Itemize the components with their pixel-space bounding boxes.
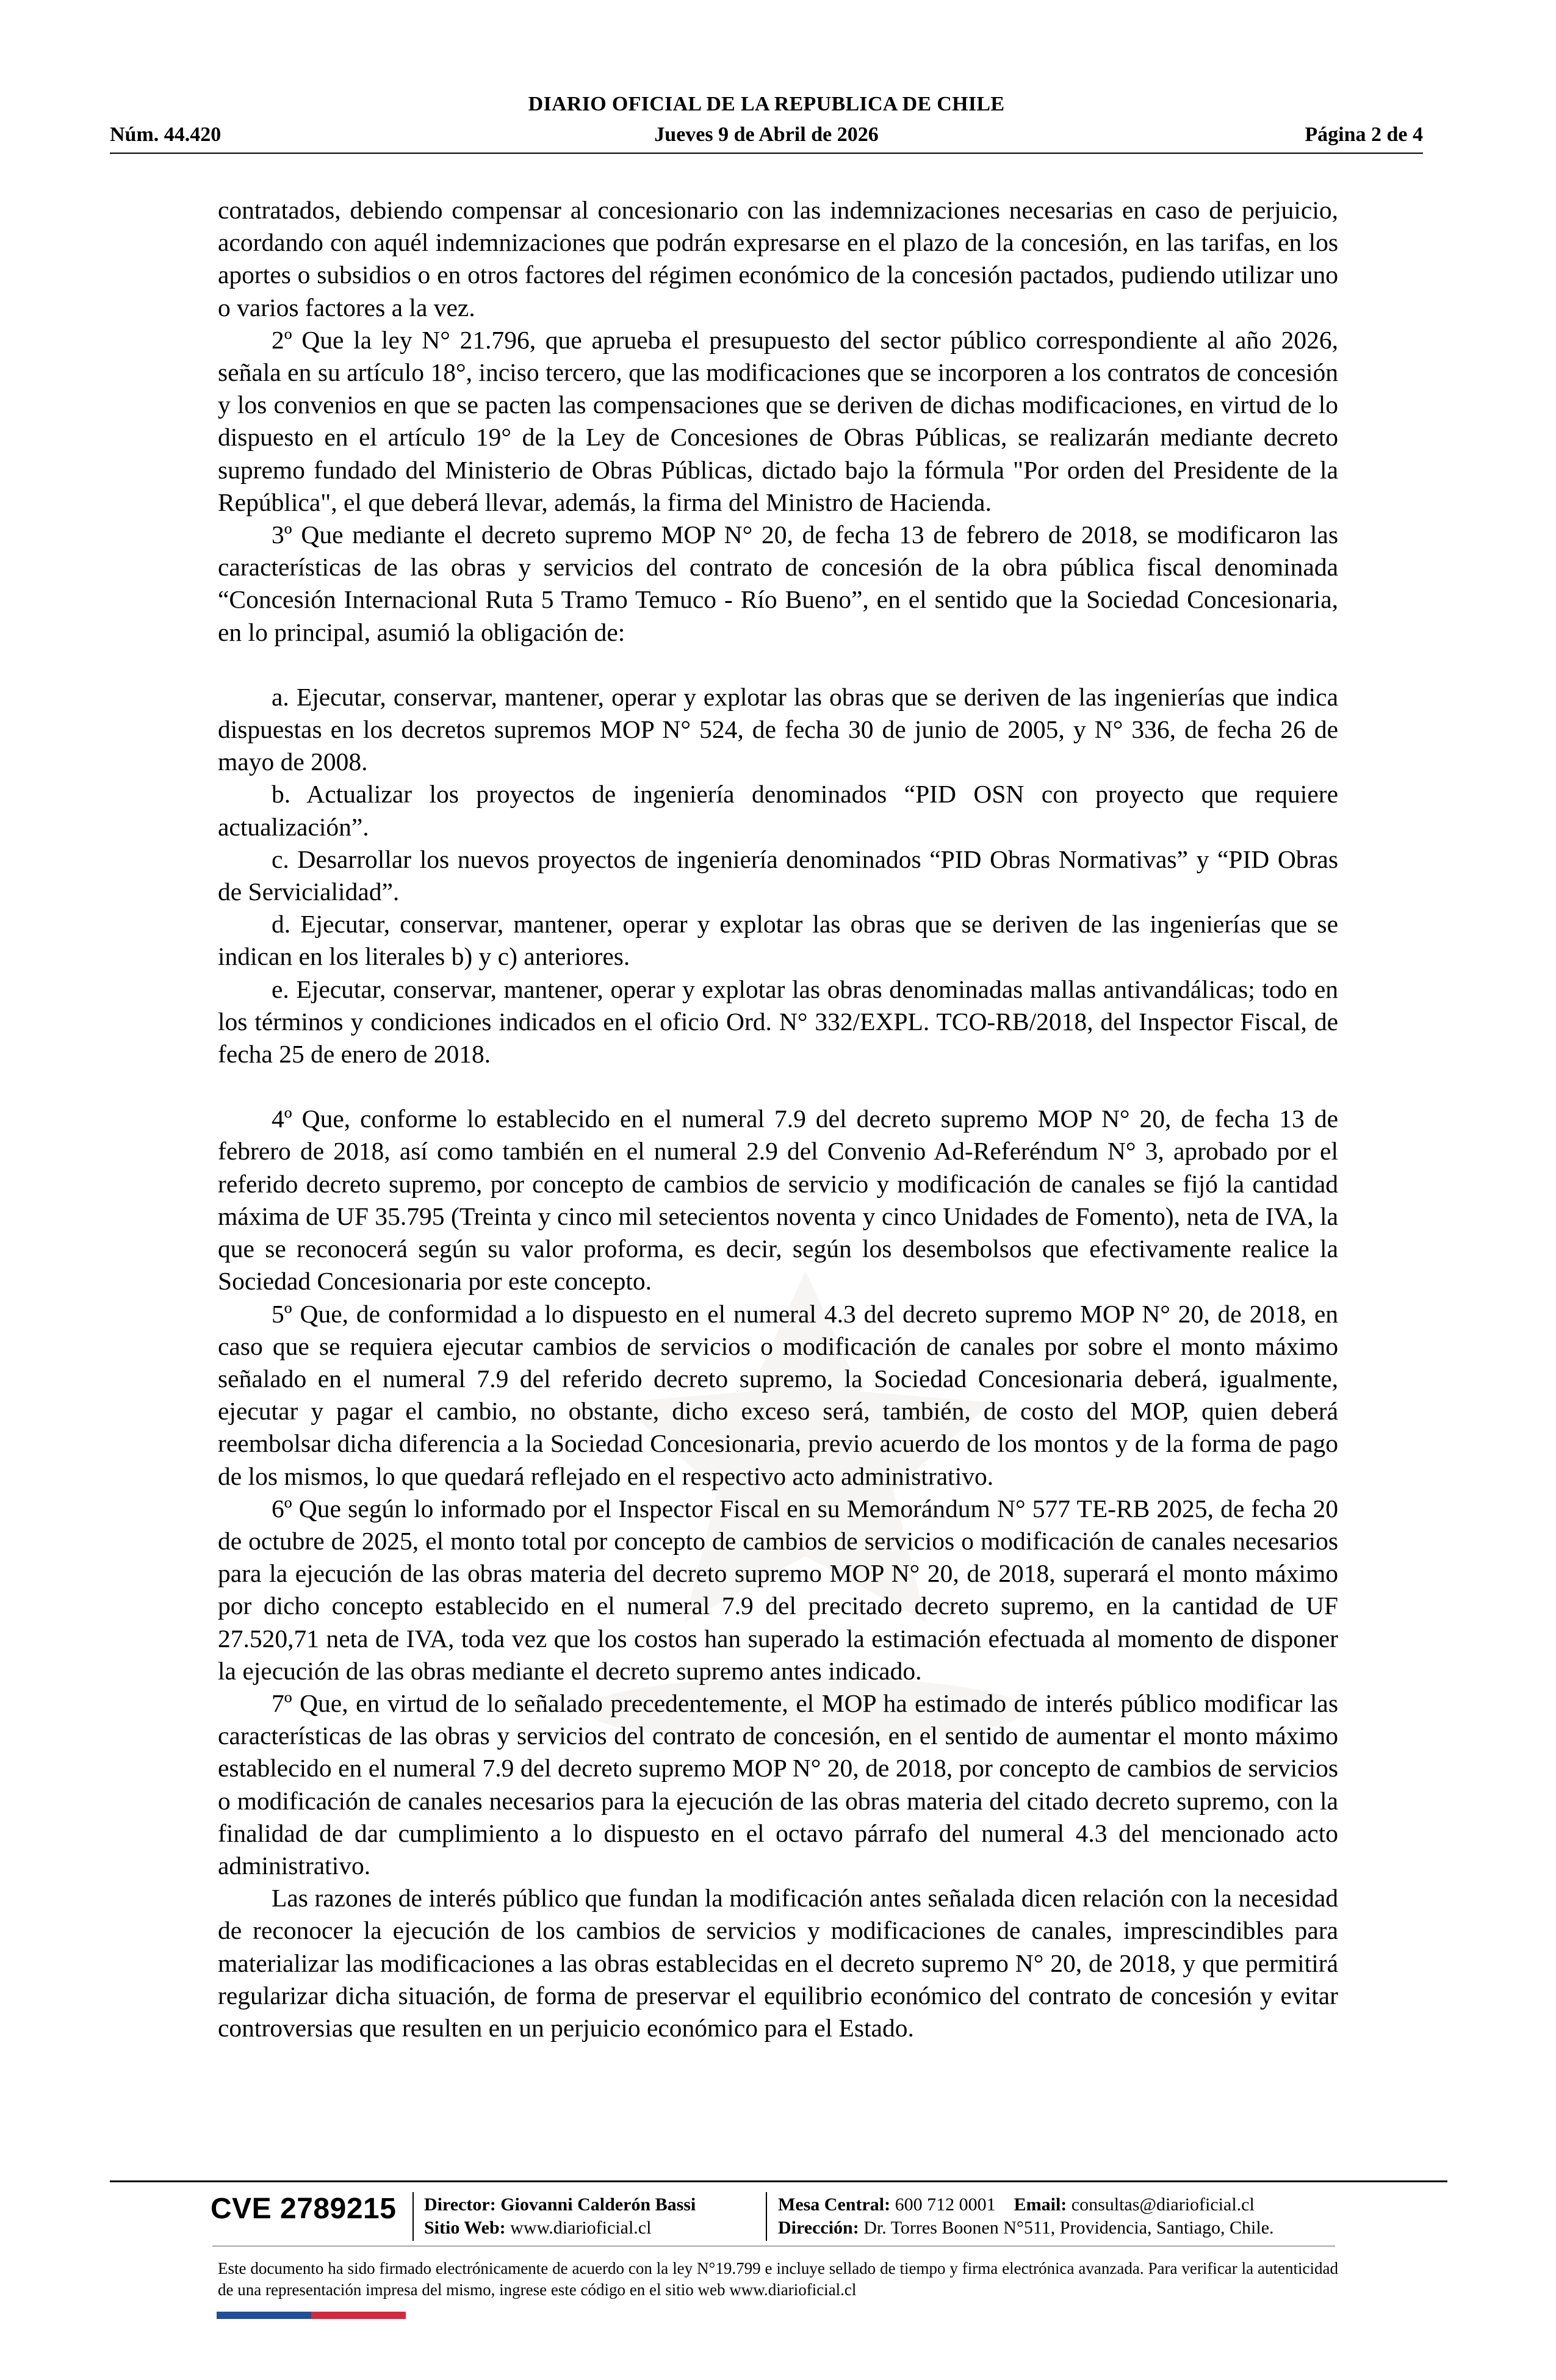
paragraph-6: 6º Que según lo informado por el Inspector Fiscal en su Memorándum N° 577 TE-RB 2025, de fecha 20 de octubre de 2025, el monto total por concepto de cambios de servicios o modificación de canales necesarios para la ejecución de las obras materia del decreto supremo MOP N° 20, de 2018, superará el monto máximo por dicho concepto establecido en el numeral 7.9 del precitado decreto supremo, en la cantidad de UF 27.520,71 neta de IVA, toda vez que los costos han superado la estimación efectuada al momento de disponer la ejecución de las obras mediante el decreto supremo antes indicado. — [218, 1494, 1338, 1685]
email-label: Email: — [1014, 2194, 1067, 2215]
color-bar-blue — [217, 2312, 311, 2319]
site-link[interactable]: www.diarioficial.cl — [510, 2218, 652, 2238]
list-item-c: c. Desarrollar los nuevos proyectos de ingeniería denominados “PID Obras Normativas” y “PID Obras de Servicialidad”. — [218, 845, 1338, 906]
issue-number: Núm. 44.420 — [110, 123, 222, 146]
director-info — [424, 2193, 696, 2240]
footer-separator — [412, 2192, 414, 2241]
director-name: Giovanni Calderón Bassi — [500, 2194, 696, 2215]
paragraph-3: 3º Que mediante el decreto supremo MOP N° 20, de fecha 13 de febrero de 2018, se modificaron las características de las obras y servicios del contrato de concesión de la obra pública fiscal denominada “Concesión Internacional Ruta 5 Tramo Temuco - Río Bueno”, en el sentido que la Sociedad Concesionaria, en lo principal, asumió la obligación de: — [218, 521, 1338, 646]
page-indicator: Página 2 de 4 — [1305, 123, 1423, 146]
flag-color-bar — [217, 2312, 406, 2319]
publication-title: DIARIO OFICIAL DE LA REPUBLICA DE CHILE — [528, 93, 1005, 115]
address-value: Dr. Torres Boonen N°511, Providencia, Santiago, Chile. — [863, 2218, 1274, 2238]
mesa-phone: 600 712 0001 — [895, 2194, 996, 2215]
footer-divider — [110, 2180, 1447, 2182]
paragraph-4: 4º Que, conforme lo establecido en el numeral 7.9 del decreto supremo MOP N° 20, de fecha 13 de febrero de 2018, así como también en el numeral 2.9 del Convenio Ad-Referéndum N° 3, aprobado por el referido decreto supremo, por concepto de cambios de servicio y modificación de canales se fijó la cantidad máxima de UF 35.795 (Treinta y cinco mil setecientos noventa y cinco Unidades de Fomento), neta de IVA, la que se reconocerá según su valor proforma, es decir, según los desembolsos que efectivamente realice la Sociedad Concesionaria por este concepto. — [218, 1105, 1338, 1296]
header-divider — [110, 153, 1423, 154]
list-item-e: e. Ejecutar, conservar, mantener, operar y explotar las obras denominadas mallas antivandálicas; todo en los términos y condiciones indicados en el oficio Ord. N° 332/EXPL. TCO-RB/2018, del Inspector Fiscal, de fecha 25 de enero de 2018. — [218, 975, 1338, 1069]
list-item-d: d. Ejecutar, conservar, mantener, operar y explotar las obras que se deriven de las ingenierías que se indican en los literales b) y c) anteriores. — [218, 910, 1338, 971]
paragraph-5: 5º Que, de conformidad a lo dispuesto en el numeral 4.3 del decreto supremo MOP N° 20, de 2018, en caso que se requiera ejecutar cambios de servicios o modificación de canales por sobre el monto máximo señalado en el numeral 7.9 del referido decreto supremo, la Sociedad Concesionaria deberá, igualmente, ejecutar y pagar el cambio, no obstante, dicho exceso será, también, de costo del MOP, quien deberá reembolsar dicha diferencia a la Sociedad Concesionaria, previo acuerdo de los montos y de la forma de pago de los mismos, lo que quedará reflejado en el respectivo acto administrativo. — [218, 1299, 1338, 1490]
contact-info — [778, 2193, 1274, 2240]
list-item-a: a. Ejecutar, conservar, mantener, operar y explotar las obras que se deriven de las ingenierías que indica dispuestas en los decretos supremos MOP N° 524, de fecha 30 de junio de 2005, y N° 336, de fecha 26 de mayo de 2008. — [218, 682, 1338, 776]
issue-date: Jueves 9 de Abril de 2026 — [654, 123, 879, 146]
mesa-label: Mesa Central: — [778, 2194, 891, 2215]
color-bar-red — [311, 2312, 406, 2319]
paragraph-reasons: Las razones de interés público que fundan la modificación antes señalada dicen relación con la necesidad de reconocer la ejecución de los cambios de servicios y modificaciones de canales, imprescindibles para materializar las modificaciones a las obras establecidas en el decreto supremo N° 20, de 2018, y que permitirá regularizar dicha situación, de forma de preservar el equilibrio económico del contrato de concesión y evitar controversias que resulten en un perjuicio económico para el Estado. — [218, 1884, 1338, 2042]
list-item-b: b. Actualizar los proyectos de ingeniería denominados “PID OSN con proyecto que requiere actualización”. — [218, 780, 1338, 841]
email-link[interactable]: consultas@diarioficial.cl — [1071, 2194, 1255, 2215]
page-header — [110, 93, 1423, 149]
paragraph-2: 2º Que la ley N° 21.796, que aprueba el presupuesto del sector público correspondiente al año 2026, señala en su artículo 18°, inciso tercero, que las modificaciones que se incorporen a los contratos de concesión y los convenios en que se pacten las compensaciones que se deriven de dichas modificaciones, en virtud de lo dispuesto en el artículo 19° de la Ley de Concesiones de Obras Públicas, se realizarán mediante decreto supremo fundado del Ministerio de Obras Públicas, dictado bajo la fórmula "Por orden del Presidente de la República", el que deberá llevar, además, la firma del Ministro de Hacienda. — [218, 325, 1338, 516]
legal-notice: Este documento ha sido firmado electrónicamente de acuerdo con la ley N°19.799 e incluye sellado de tiempo y firma electrónica avanzada. Para verificar la autenticidad de una representación impresa del mismo, ingrese este código en el sitio web www.diarioficial.cl — [218, 2259, 1338, 2299]
footer-separator — [766, 2192, 767, 2241]
cve-code: CVE 2789215 — [211, 2193, 397, 2225]
address-label: Dirección: — [778, 2218, 859, 2238]
document-body — [218, 194, 1338, 2044]
director-label: Director: — [424, 2194, 496, 2215]
paragraph-continuation: contratados, debiendo compensar al concesionario con las indemnizaciones necesarias en caso de perjuicio, acordando con aquél indemnizaciones que podrán expresarse en el plazo de la concesión, en las tarifas, en los aportes o subsidios o en otros factores del régimen económico de la concesión pactados, pudiendo utilizar uno o varios factores a la vez. — [218, 196, 1338, 322]
site-label: Sitio Web: — [424, 2218, 506, 2238]
paragraph-7: 7º Que, en virtud de lo señalado precedentemente, el MOP ha estimado de interés público modificar las características de las obras y servicios del contrato de concesión, en el sentido de aumentar el monto máximo establecido en el numeral 7.9 del decreto supremo MOP N° 20, de 2018, por concepto de cambios de servicios o modificación de canales necesarios para la ejecución de las obras materia del citado decreto supremo, con la finalidad de dar cumplimiento a lo dispuesto en el octavo párrafo del numeral 4.3 del mencionado acto administrativo. — [218, 1689, 1338, 1880]
